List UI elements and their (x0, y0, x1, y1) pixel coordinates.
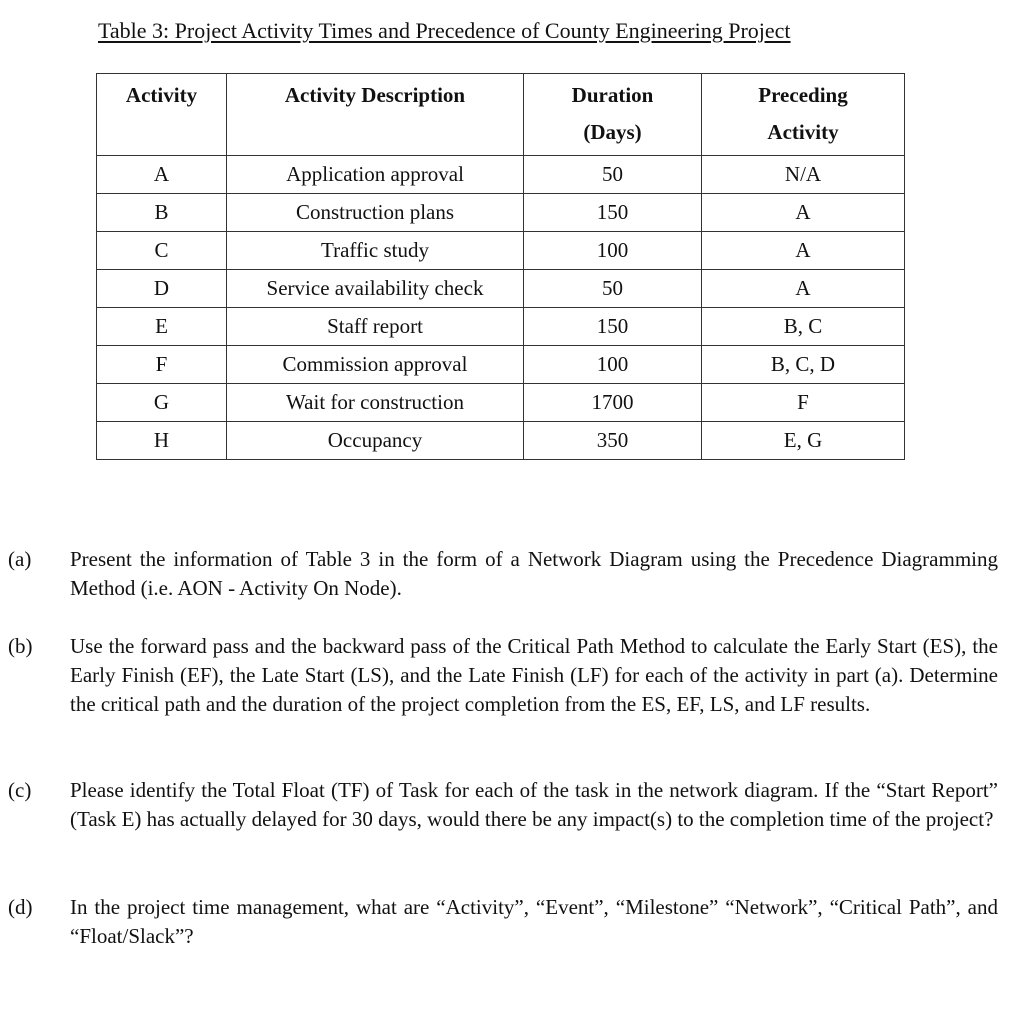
question-c (8, 776, 998, 834)
cell-duration: 1700 (524, 384, 702, 422)
table-caption: Table 3: Project Activity Times and Precedence of County Engineering Project (98, 18, 791, 43)
table-row (97, 270, 905, 308)
cell-description: Application approval (227, 156, 524, 194)
question-b (8, 632, 998, 719)
question-b-label: (b) (8, 634, 33, 658)
cell-preceding: E, G (702, 422, 905, 460)
cell-description: Staff report (227, 308, 524, 346)
cell-preceding: F (702, 384, 905, 422)
cell-description: Occupancy (227, 422, 524, 460)
header-description: Activity Description (227, 74, 524, 156)
cell-preceding: N/A (702, 156, 905, 194)
cell-description: Commission approval (227, 346, 524, 384)
question-c-label: (c) (8, 778, 32, 802)
table-row (97, 422, 905, 460)
cell-duration: 150 (524, 194, 702, 232)
table-row (97, 346, 905, 384)
cell-activity: D (97, 270, 227, 308)
table-row (97, 308, 905, 346)
cell-duration: 50 (524, 156, 702, 194)
cell-activity: E (97, 308, 227, 346)
cell-preceding: A (702, 194, 905, 232)
table-row (97, 194, 905, 232)
cell-duration: 150 (524, 308, 702, 346)
question-c-text: Please identify the Total Float (TF) of Task for each of the task in the network diagram. If the “Start Report” (Task E) has actually delayed for 30 days, would there be any impact(s) to the completion time of the project? (70, 778, 998, 831)
cell-description: Traffic study (227, 232, 524, 270)
question-a-label: (a) (8, 547, 32, 571)
cell-duration: 350 (524, 422, 702, 460)
question-d-text: In the project time management, what are “Activity”, “Event”, “Milestone” “Network”, “Critical Path”, and “Float/Slack”? (70, 895, 998, 948)
cell-activity: A (97, 156, 227, 194)
cell-description: Construction plans (227, 194, 524, 232)
cell-activity: H (97, 422, 227, 460)
cell-duration: 100 (524, 346, 702, 384)
cell-activity: G (97, 384, 227, 422)
header-preceding: Preceding Activity (702, 74, 905, 156)
table-row (97, 384, 905, 422)
question-d-label: (d) (8, 895, 33, 919)
activity-table (96, 73, 905, 460)
cell-preceding: B, C, D (702, 346, 905, 384)
question-a (8, 545, 998, 603)
table-row (97, 156, 905, 194)
cell-preceding: B, C (702, 308, 905, 346)
question-d (8, 893, 998, 951)
cell-duration: 50 (524, 270, 702, 308)
header-activity: Activity (97, 74, 227, 156)
header-duration: Duration (Days) (524, 74, 702, 156)
cell-preceding: A (702, 270, 905, 308)
cell-activity: F (97, 346, 227, 384)
cell-description: Service availability check (227, 270, 524, 308)
question-b-text: Use the forward pass and the backward pass of the Critical Path Method to calculate the Early Start (ES), the Early Finish (EF), the Late Start (LS), and the Late Finish (LF) for each of the activity in part (a). Determine the critical path and the duration of the project completion from the ES, EF, LS, and LF results. (70, 634, 998, 716)
cell-duration: 100 (524, 232, 702, 270)
cell-description: Wait for construction (227, 384, 524, 422)
table-header-row (97, 74, 905, 156)
cell-preceding: A (702, 232, 905, 270)
table-row (97, 232, 905, 270)
cell-activity: B (97, 194, 227, 232)
question-a-text: Present the information of Table 3 in the form of a Network Diagram using the Precedence Diagramming Method (i.e. AON - Activity On Node). (70, 547, 998, 600)
cell-activity: C (97, 232, 227, 270)
